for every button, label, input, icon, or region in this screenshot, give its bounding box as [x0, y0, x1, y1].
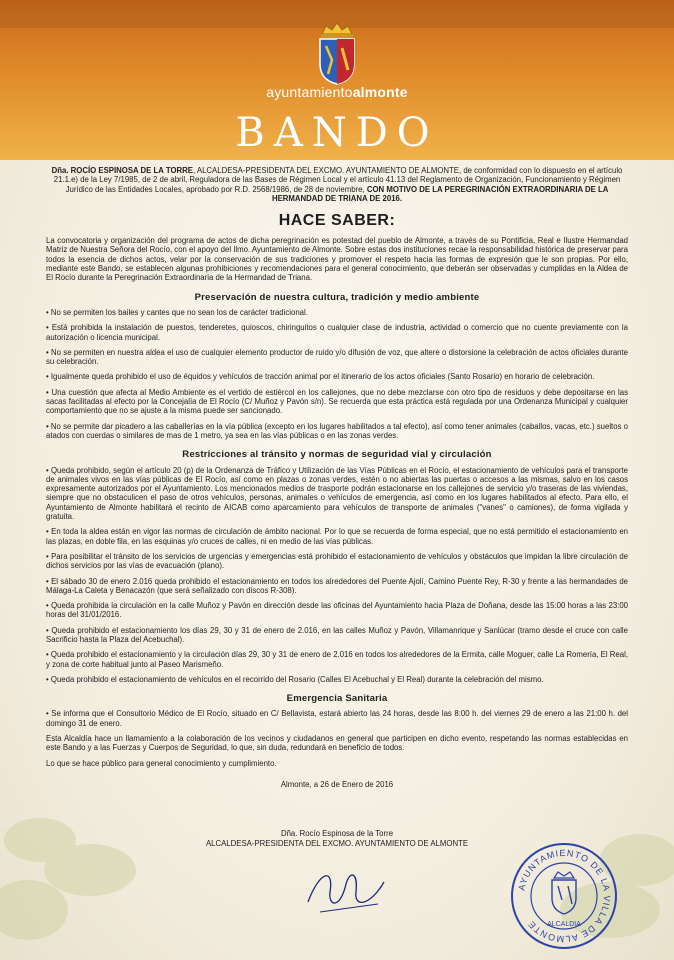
svg-text:ALCALDIA: ALCALDIA	[547, 921, 581, 928]
section-title-preservacion: Preservación de nuestra cultura, tradición y medio ambiente	[194, 291, 480, 303]
bullet-item: • Para posibilitar el tránsito de los servicios de urgencias y emergencias está prohibido el estacionamiento de vehículos y obstáculos que impidan la libre circulación de dichos servicios por las vías de evacuación (plano).	[46, 551, 628, 571]
header-banner	[0, 0, 674, 160]
brand-logo	[0, 84, 674, 100]
preamble-paragraph: La convocatoria y organización del programa de actos de dicha peregrinación es potestad del pueblo de Almonte, a través de su Pontificia, Real e Ilustre Hermandad Matriz de Nuestra Señora del Rocío, con el apoyo del Ilmo. Ayuntamiento de Almonte. Sobre estas dos instituciones recae la responsabilidad histórica de preservar para todos la esencia de dichos actos, velar por la conservación de sus tradiciones y promover el respeto hacia las formas de expresión que le son propias. Por ello, mediante este Bando, se establecen algunas prohibiciones y recomendaciones para el general conocimiento, que deberán ser observadas y cumplidas en la Aldea de El Rocío durante la Peregrinación Extraordinaria de la Hermandad de Triana.	[46, 236, 628, 283]
bullet-item: • Queda prohibido, según el artículo 20 (p) de la Ordenanza de Tráfico y Utilización de las Vías Públicas en el Rocío, el estacionamiento de vehículos para el transporte de animales vivos en las vías públicas de El Rocío, así como en plazas o zonas verdes, estén o no abiertas las puertas o accesos a las mismas, salvo en los casos expresamente autorizados por el Ayuntamiento. Los mencionados medios de trasporte podrán estacionarse en los callejones de servicio y/o traseras de las viviendas, siempre que no obstaculicen el paso de otros vehículos, personas, animales o vehículos de emergencia, así como en los lugares habilitados al efecto. Para ello, el Ayuntamiento de Almonte habilitará el recinto de AICAB como aparcamiento para vehículos de transporte de animales ("vanes" o camiones), de forma vigilada y gratuita.	[46, 465, 628, 522]
closing-paragraph: Esta Alcaldía hace un llamamiento a la colaboración de los vecinos y ciudadanos en general que participen en dicho evento, respetando las normas establecidas en este Bando y a las Fuerzas y Cuerpos de Seguridad, lo que, sin duda, redundará en beneficio de todos.	[46, 734, 628, 753]
bullet-item: • Queda prohibido el estacionamiento los días 29, 30 y 31 de enero de 2.016, en las calles Muñoz y Pavón, Villamanrique y Sanlúcar (tramo desde el cruce con calle Sacrificio hasta la Plaza del Acebuchal).	[46, 625, 628, 644]
svg-text:AYUNTAMIENTO DE LA VILLA DE AL: AYUNTAMIENTO DE LA VILLA DE ALMONTE	[516, 847, 613, 945]
bullet-item: • En toda la aldea están en vigor las normas de circulación de ámbito nacional. Por lo que se recuerda de forma especial, que no está permitido el estacionamiento en las plazas, en doble fila, en las esquinas y/o cruces de calles, ni en medio de las vías públicas.	[46, 527, 628, 546]
page-title: BANDO	[235, 110, 439, 156]
bullet-item: • Queda prohibido el estacionamiento y la circulación días 29, 30 y 31 de enero de 2.016 en todos los alrededores de la Ermita, calle Moguer, calle La Romería, El Real, y zona de corte habitual junto al Paseo Marismeño.	[46, 650, 628, 669]
bullet-item: • No se permiten los bailes y cantes que no sean los de carácter tradicional.	[46, 307, 308, 317]
bullet-item: • Queda prohibida la circulación en la calle Muñoz y Pavón en dirección desde las oficinas del Ayuntamiento hacia Plaza de Doñana, desde las 15:00 horas a las 23:00 horas del 31/01/2016.	[46, 601, 628, 620]
bullet-item: • No se permite dar picadero a las caballerías en la vía pública (excepto en los lugares habilitados a tal efecto), así como tener animales (caballos, vacas, etc.) sueltos o atados con cuerdas o similares de mas de 1 metro, ya sea en las vías públicas o en las zonas verdes.	[46, 421, 628, 440]
official-stamp	[508, 840, 620, 952]
date-line: Almonte, a 26 de Enero de 2016	[280, 779, 394, 789]
intro-text: , ALCALDESA-PRESIDENTA DEL EXCMO. AYUNTAMIENTO DE ALMONTE, de conformidad con lo dispuesto en el artículo 21.1.e) de la Ley 7/1985, de 2 de abril, Reguladora de las Bases de Régimen Local y el artículo 41.13 del Reglamento de Organización, Funcionamiento y Régimen Jurídico de las Entidades Locales, aprobado por R.D. 2568/1986, de 28 de noviembre,	[53, 166, 623, 194]
section-title-emergencia: Emergencia Sanitaria	[286, 693, 388, 705]
intro-motive: CON MOTIVO DE LA PEREGRINACIÓN EXTRAORDINARIA DE LA HERMANDAD DE TRIANA DE 2016.	[271, 184, 609, 203]
signer-name: Dña. Rocío Espinosa de la Torre	[280, 829, 394, 839]
bullet-item: • Está prohibida la instalación de puestos, tenderetes, quioscos, chiringuitos o cualquier clase de industria, actividad o comercio que no cuente previamente con la autorización o licencia municipal.	[46, 323, 628, 342]
bullet-item: • Se informa que el Consultorio Médico de El Rocío, situado en C/ Bellavista, estará abierto las 24 horas, desde las 8:00 h. del viernes 29 de enero a las 21:00 h. del domingo 31 de enero.	[46, 709, 628, 728]
section-title-restricciones: Restricciones al tránsito y normas de seguridad vial y circulación	[182, 449, 492, 461]
signer-title: ALCALDESA-PRESIDENTA DEL EXCMO. AYUNTAMIENTO DE ALMONTE	[205, 838, 469, 848]
closing-paragraph: Lo que se hace público para general conocimiento y cumplimiento.	[46, 758, 277, 768]
bullet-item: • El sábado 30 de enero 2.016 queda prohibido el estacionamiento en todos los alrededores del Puente Ajolí, Camino Puente Rey, R-30 y frente a las hermandades de Málaga-La Caleta y Benacazón (que será señalizado con discos R-308).	[46, 576, 628, 595]
coat-of-arms-icon	[312, 20, 362, 86]
bullet-item: • Una cuestión que afecta al Medio Ambiente es el vertido de estiércol en los callejones, que no debe mezclarse con otro tipo de residuos y debe depositarse en las sacas facilitadas al efecto por la Concejalía de El Rocío (C/ Muñoz y Pavón s/n). Se recuerda que esta práctica está regulada por una Ordenanza Municipal y cualquier comportamiento que no se ajuste a la misma puede ser sancionado.	[46, 387, 628, 416]
intro-name: Dña. ROCÍO ESPINOSA DE LA TORRE	[51, 166, 193, 175]
bando-content	[46, 164, 628, 848]
bullet-item: • Queda prohibido el estacionamiento de vehículos en el recorrido del Rosario (Calles El Acebuchal y El Real) durante la celebración del mismo.	[46, 674, 544, 684]
brand-name: almonte	[352, 84, 408, 100]
hace-saber-heading: HACE SABER:	[278, 212, 396, 230]
intro-paragraph	[50, 166, 624, 203]
handwritten-signature	[300, 862, 390, 918]
bullet-item: • No se permiten en nuestra aldea el uso de cualquier elemento productor de ruido y/o difusión de voz, que altere o distorsione la celebración de actos oficiales durante su celebración.	[46, 347, 628, 367]
brand-prefix: ayuntamiento	[266, 84, 353, 100]
bullet-item: • Igualmente queda prohibido el uso de équidos y vehículos de tracción animal por el itinerario de los actos oficiales (Santo Rosario) en horario de celebración.	[46, 372, 595, 382]
